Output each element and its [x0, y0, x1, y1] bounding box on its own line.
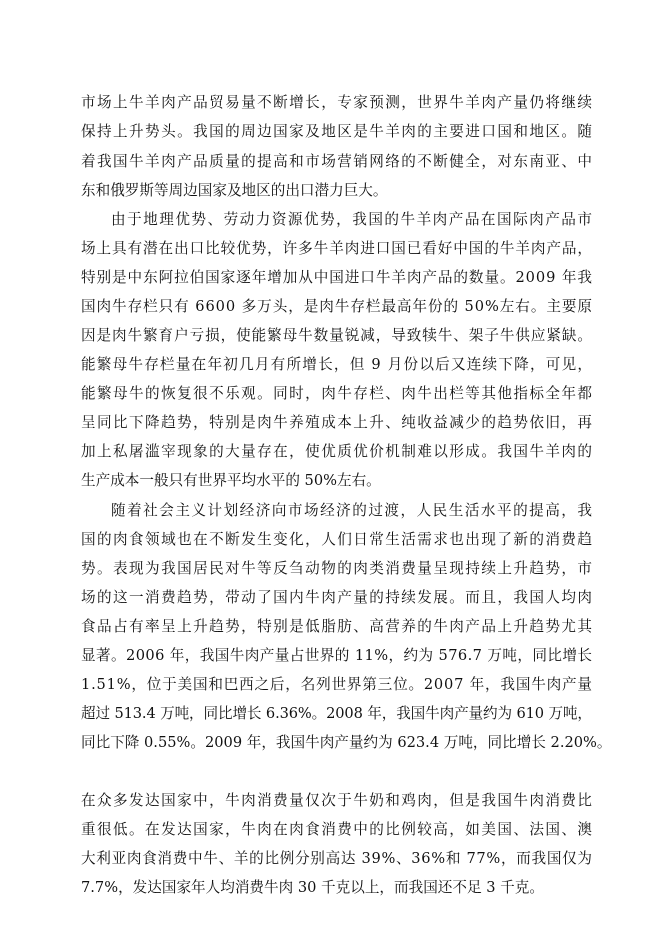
text-line: 随着社会主义计划经济向市场经济的过渡，人民生活水平的提高，我 — [111, 502, 594, 519]
text-line: 东和俄罗斯等周边国家及地区的出口潜力巨大。 — [81, 182, 388, 199]
text-line: 场上具有潜在出口比较优势，许多牛羊肉进口国已看好中国的牛羊肉产品， — [81, 240, 593, 257]
text-line: 保持上升势头。我国的周边国家及地区是牛羊肉的主要进口国和地区。随 — [81, 123, 594, 140]
text-line: 食品占有率呈上升趋势，特别是低脂肪、高营养的牛肉产品上升趋势尤其 — [81, 618, 594, 635]
text-line: 能繁母牛的恢复很不乐观。同时，肉牛存栏、肉牛出栏等其他指标全年都 — [81, 385, 594, 402]
text-line: 同比下降 0.55%。2009 年，我国牛肉产量约为 623.4 万吨，同比增长 2.20%。 — [81, 734, 612, 751]
text-line: 在众多发达国家中，牛肉消费量仅次于牛奶和鸡肉，但是我国牛肉消费比 — [81, 792, 594, 809]
text-line: 超过 513.4 万吨，同比增长 6.36%。2008 年，我国牛肉产量约为 610 万吨， — [81, 705, 592, 722]
text-line: 特别是中东阿拉伯国家逐年增加从中国进口牛羊肉产品的数量。2009 年我 — [81, 269, 593, 286]
text-line: 显著。2006 年，我国牛肉产量占世界的 11%，约为 576.7 万吨，同比增长 — [81, 647, 593, 664]
text-line: 着我国牛羊肉产品质量的提高和市场营销网络的不断健全，对东南亚、中 — [81, 153, 594, 170]
text-line: 由于地理优势、劳动力资源优势，我国的牛羊肉产品在国际肉产品市 — [111, 211, 594, 228]
text-line: 势。表现为我国居民对牛等反刍动物的肉类消费量呈现持续上升趋势，市 — [81, 560, 594, 577]
text-line: 重很低。在发达国家，牛肉在肉食消费中的比例较高，如美国、法国、澳 — [81, 821, 594, 838]
text-line: 场的这一消费趋势，带动了国内牛肉产量的持续发展。而且，我国人均肉 — [81, 589, 594, 606]
text-line: 因是肉牛繁育户亏损，使能繁母牛数量锐减，导致犊牛、架子牛供应紧缺。 — [81, 327, 593, 344]
text-line: 1.51%，位于美国和巴西之后，名列世界第三位。2007 年，我国牛肉产量 — [81, 676, 593, 693]
text-line: 国的肉食领域也在不断发生变化，人们日常生活需求也出现了新的消费趋 — [81, 531, 594, 548]
text-line: 能繁母牛存栏量在年初几月有所增长，但 9 月份以后又连续下降，可见， — [81, 356, 594, 373]
text-line: 市场上牛羊肉产品贸易量不断增长，专家预测，世界牛羊肉产量仍将继续 — [81, 94, 594, 111]
text-line: 生产成本一般只有世界平均水平的 50%左右。 — [81, 472, 381, 489]
text-line: 7.7%，发达国家年人均消费牛肉 30 千克以上，而我国还不足 3 千克。 — [81, 879, 544, 896]
text-line: 国肉牛存栏只有 6600 多万头，是肉牛存栏最高年份的 50%左右。主要原 — [81, 298, 593, 315]
text-line: 大利亚肉食消费中牛、羊的比例分别高达 39%、36%和 77%，而我国仅为 — [81, 850, 593, 867]
text-line: 加上私屠滥宰现象的大量存在，使优质优价机制难以形成。我国牛羊肉的 — [81, 443, 594, 460]
text-line: 呈同比下降趋势，特别是肉牛养殖成本上升、纯收益减少的趋势依旧，再 — [81, 414, 594, 431]
